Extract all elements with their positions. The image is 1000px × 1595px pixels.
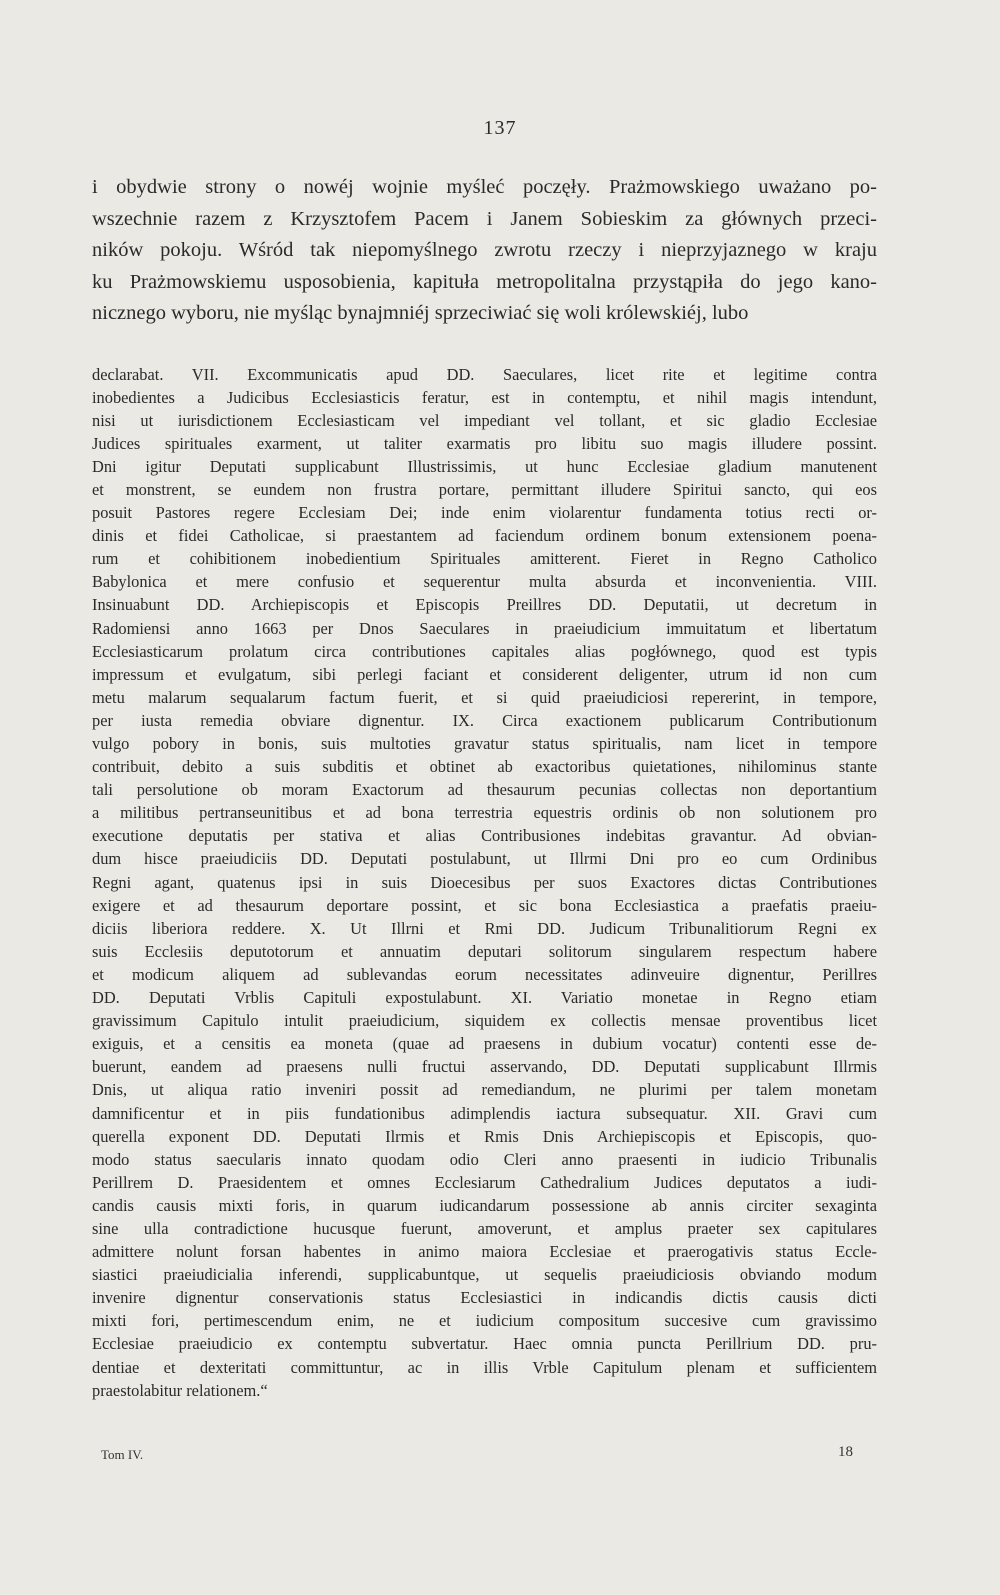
volume-signature: Tom IV. (101, 1447, 144, 1462)
text-line: impressum et evulgatum, sibi perlegi faciant et considerent deligenter, utrum id non cum (92, 664, 877, 684)
text-line: praestolabitur relationem.“ (92, 1380, 268, 1400)
text-column (92, 172, 877, 1402)
text-line: posuit Pastores regere Ecclesiam Dei; inde enim violarentur fundamenta totius recti or- (92, 503, 877, 523)
text-line: Babylonica et mere confusio et sequerentur multa absurda et inconvenientia. VIII. (92, 572, 877, 592)
text-line: Ecclesiasticarum prolatum circa contributiones capitales alias pogłównego, quod est typis (92, 641, 877, 661)
text-line: ników pokoju. Wśród tak niepomyślnego zwrotu rzeczy i nieprzyjaznego w kraju (92, 239, 877, 261)
text-line: declarabat. VII. Excommunicatis apud DD. Saeculares, licet rite et legitime contra (92, 364, 877, 384)
text-line: siastici praeiudicialia inferendi, supplicabuntque, ut sequelis praeiudiciosis obviando modum (92, 1265, 877, 1285)
text-line: dinis et fidei Catholicae, si praestantem ad faciendum ordinem bonum extensionem poena- (92, 526, 877, 546)
text-line: Regni agant, quatenus ipsi in suis Dioecesibus per suos Exactores dictas Contributiones (92, 872, 877, 892)
text-line: contribuit, debito a suis subditis et obtinet ab exactoribus quietationes, nihilominus stante (92, 757, 877, 777)
text-line: Dni igitur Deputati supplicabunt Illustrissimis, ut hunc Ecclesiae gladium manutenent (92, 456, 877, 476)
text-line: Dnis, ut aliqua ratio inveniri possit ad remediandum, ne plurimi per talem monetam (92, 1080, 877, 1100)
text-line: inobedientes a Judicibus Ecclesiasticis feratur, est in contemptu, et nihil magis intendunt, (92, 387, 877, 407)
text-line: gravissimum Capitulo intulit praeiudicium, siquidem ex collectis mensae proventibus licet (92, 1011, 877, 1031)
text-line: Ecclesiae praeiudicio ex contemptu subvertatur. Haec omnia puncta Perillrium DD. pru- (92, 1334, 877, 1354)
text-line: ku Prażmowskiemu usposobienia, kapituła metropolitalna przystąpiła do jego kano- (92, 270, 877, 293)
text-line: i obydwie strony o nowéj wojnie myśleć poczęły. Prażmowskiego uważano po- (92, 176, 877, 198)
text-line: vulgo pobory in bonis, suis multoties gravatur status spiritualis, nam licet in tempore (92, 734, 877, 753)
text-line: exiguis, et a censitis ea moneta (quae ad praesens in dubium vocatur) contenti esse de- (92, 1034, 877, 1054)
text-line: a militibus pertranseunitibus et ad bona terrestria equestris ordinis ob non solutionem pro (92, 803, 877, 823)
text-line: invenire dignentur conservationis status Ecclesiastici in indicandis dictis causis dicti (92, 1288, 877, 1308)
text-line: executione deputatis per stativa et alias Contribusiones indebitas gravantur. Ad obvian- (92, 826, 877, 846)
text-line: Insinuabunt DD. Archiepiscopis et Episcopis Preillres DD. Deputatii, ut decretum in (92, 595, 877, 615)
text-line: candis causis mixti foris, in quarum iudicandarum possessione ab annis circiter sexaginta (92, 1195, 877, 1215)
text-line: DD. Deputati Vrblis Capituli expostulabunt. XI. Variatio monetae in Regno etiam (92, 988, 877, 1008)
text-line: admittere nolunt forsan habentes in animo maiora Ecclesiae et praerogativis status Eccle- (92, 1242, 877, 1262)
text-line: Radomiensi anno 1663 per Dnos Saeculares in praeiudicium immuitatum et libertatum (92, 618, 877, 638)
text-line: mixti fori, pertimescendum enim, ne et iudicium compositum succesive cum gravissimo (92, 1311, 877, 1331)
text-line: Judices spirituales exarment, ut taliter exarmatis pro libitu suo magis illudere possint. (92, 433, 877, 453)
text-line: buerunt, eandem ad praesens nulli fructui asservando, DD. Deputati supplicabunt Illrmis (92, 1057, 877, 1077)
text-line: Perillrem D. Praesidentem et omnes Ecclesiarum Cathedralium Judices deputatos a iudi- (92, 1172, 877, 1192)
text-line: rum et cohibitionem inobedientium Spirituales amitterent. Fieret in Regno Catholico (92, 549, 877, 569)
text-line: sine ulla contradictione hucusque fuerunt, amoverunt, et amplus praeter sex capitulares (92, 1218, 877, 1238)
text-line: tali persolutione ob moram Exactorum ad thesaurum pecunias collectas non deportantium (92, 780, 877, 800)
latin-quotation (92, 363, 877, 1402)
text-line: dentiae et dexteritati committuntur, ac in illis Vrble Capitulum plenam et sufficientem (92, 1357, 877, 1377)
text-line: nisi ut iurisdictionem Ecclesiasticam vel impediant vel tollant, et sic gladio Ecclesiae (92, 410, 877, 430)
sheet-signature: 18 (838, 1444, 853, 1460)
text-line: modo status saecularis innato quodam odio Cleri anno praesenti in iudicio Tribunalis (92, 1149, 877, 1169)
text-line: diciis liberiora reddere. X. Ut Illrni et Rmi DD. Judicum Tribunalitiorum Regni ex (92, 918, 877, 938)
text-line: per iusta remedia obviare dignentur. IX. Circa exactionem publicarum Contributionum (92, 710, 877, 730)
text-line: dum hisce praeiudiciis DD. Deputati postulabunt, ut Illrmi Dni pro eo cum Ordinibus (92, 849, 877, 869)
text-line: wszechnie razem z Krzysztofem Pacem i Janem Sobieskim za głównych przeci- (92, 207, 877, 230)
polish-paragraph (92, 172, 877, 330)
text-line: exigere et ad thesaurum deportare possint, et sic bona Ecclesiastica a praefatis praeiu- (92, 895, 877, 915)
text-line: et modicum aliquem ad sublevandas eorum necessitates adinveuire dignentur, Perillres (92, 964, 877, 984)
text-line: querella exponent DD. Deputati Ilrmis et Rmis Dnis Archiepiscopis et Episcopis, quo- (92, 1126, 877, 1146)
text-line: damnificentur et in piis fundationibus adimplendis iactura subsequatur. XII. Gravi cum (92, 1103, 877, 1123)
text-line: metu malarum sequalarum factum fuerit, et si quid praeiudiciosi repererint, in tempore, (92, 687, 877, 707)
text-line: suis Ecclesiis deputotorum et annuatim deputari solitorum singularem respectum habere (92, 941, 877, 961)
text-line: nicznego wyboru, nie myśląc bynajmniéj sprzeciwiać się woli królewskiéj, lubo (92, 302, 749, 324)
page-number: 137 (483, 117, 517, 139)
text-line: et monstrent, se eundem non frustra portare, permittant illudere Spiritui sancto, qui eos (92, 479, 877, 499)
